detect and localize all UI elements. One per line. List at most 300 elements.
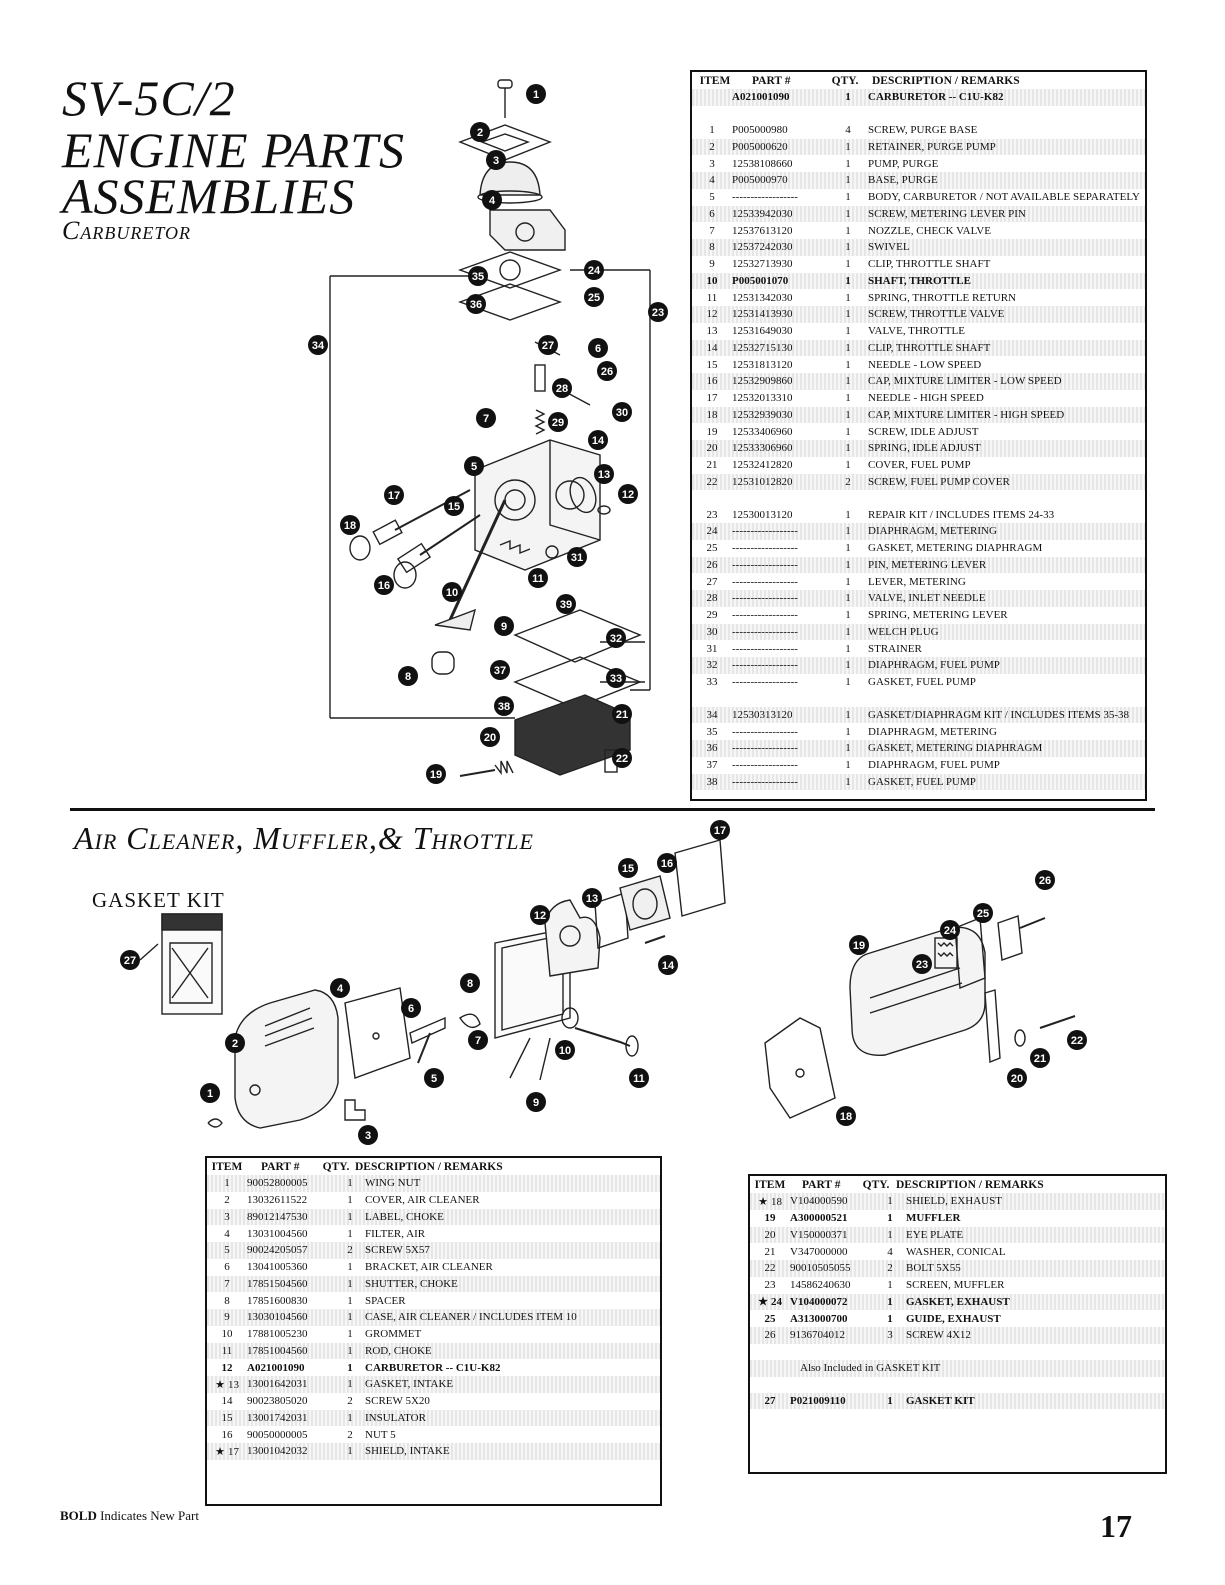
table-row [692,506,1145,523]
cell-part: ------------------ [732,725,798,738]
cell-part: ------------------ [732,592,798,605]
cell-star-item: 22 [764,1262,776,1275]
cell-star-item: 4 [224,1227,230,1240]
table-row [207,1393,660,1410]
cell-qty: 1 [347,1210,353,1223]
cell-qty: 1 [845,291,851,304]
cell-desc: NEEDLE - HIGH SPEED [868,392,984,405]
callout-carb-4: 4 [488,195,496,207]
callout-air-16: 16 [660,858,674,870]
cell-part: 17881005230 [247,1328,308,1341]
callout-air-14: 14 [661,960,675,972]
table-row [207,1292,660,1309]
cell-star-item: 14 [706,341,718,354]
cell-star-item: 26 [706,558,718,571]
callout-air-20: 20 [1010,1073,1024,1085]
cell-part: 12532412820 [732,459,793,472]
cell-desc: GUIDE, EXHAUST [906,1312,1001,1325]
cell-part: A021001090 [732,91,790,104]
table-row [692,155,1145,172]
cell-star-item: 19 [706,425,718,438]
cell-desc: PUMP, PURGE [868,157,939,170]
cell-part: 9136704012 [790,1329,845,1342]
cell-part: 12530013120 [732,508,793,521]
callout-air-13: 13 [585,893,599,905]
cell-star-item [750,1195,790,1208]
cell-star-item: 30 [706,625,718,638]
callout-air-23: 23 [915,959,929,971]
table-row [692,674,1145,691]
cell-star-item: 5 [709,191,715,204]
cell-part: 12531413930 [732,308,793,321]
cell-part: 13001642031 [247,1378,308,1391]
table-row [750,1210,1165,1227]
callout-carb-32: 32 [609,633,623,645]
cell-desc: NOZZLE, CHECK VALVE [868,224,991,237]
table-row [750,1310,1165,1327]
cell-qty: 1 [845,191,851,204]
cell-part: P005000980 [732,124,788,137]
cell-part: 90052800005 [247,1177,308,1190]
cell-desc: SCREW 4X12 [906,1329,971,1342]
cell-qty: 1 [347,1227,353,1240]
cell-qty: 1 [347,1445,353,1458]
callout-carb-36: 36 [469,299,483,311]
callout-carb-19: 19 [429,769,443,781]
cell-qty: 1 [347,1328,353,1341]
cell-qty: 1 [347,1177,353,1190]
callout-air-27: 27 [123,955,137,967]
cell-desc: GASKET, FUEL PUMP [868,775,976,788]
table-row [692,440,1145,457]
header-item: ITEM [754,1179,786,1191]
table-row [692,407,1145,424]
new-part-star-icon: ★ [758,1195,768,1208]
cell-desc: DIAPHRAGM, METERING [868,525,997,538]
cell-desc: CARBURETOR -- C1U-K82 [365,1361,501,1374]
cell-star-item: 2 [224,1194,230,1207]
callout-carb-21: 21 [615,709,629,721]
page-title-line3: ASSEMBLIES [62,168,356,224]
callout-carb-15: 15 [447,501,461,513]
cell-qty: 1 [347,1277,353,1290]
callout-air-15: 15 [621,863,635,875]
cell-desc: SPACER [365,1294,406,1307]
air-cleaner-muffler-diagram [100,818,1100,1158]
cell-part: ------------------ [732,609,798,622]
cell-qty: 1 [347,1311,353,1324]
cell-star-item: 15 [706,358,718,371]
cell-part: 14586240630 [790,1279,851,1292]
cell-part: 12532939030 [732,408,793,421]
callout-air-1: 1 [206,1088,214,1100]
table-row [692,640,1145,657]
carburetor-parts-table [690,70,1147,801]
cell-qty: 1 [845,676,851,689]
cell-desc: WELCH PLUG [868,625,939,638]
cell-desc: BOLT 5X55 [906,1262,961,1275]
callout-air-25: 25 [976,908,990,920]
callout-carb-17: 17 [387,490,401,502]
cell-desc: SPRING, IDLE ADJUST [868,442,981,455]
cell-desc: NEEDLE - LOW SPEED [868,358,982,371]
callout-carb-25: 25 [587,292,601,304]
callout-carb-20: 20 [483,732,497,744]
page-number: 17 [1100,1508,1132,1544]
callout-carb-3: 3 [492,155,500,167]
also-included-note [750,1360,1165,1377]
cell-star-item: 13 [706,325,718,338]
table-row [750,1327,1165,1344]
cell-part: 12532909860 [732,375,793,388]
cell-star-item: 28 [706,592,718,605]
callout-carb-27: 27 [541,340,555,352]
cell-part: 12537613120 [732,224,793,237]
callout-air-7: 7 [474,1035,482,1047]
cell-desc: VALVE, INLET NEEDLE [868,592,986,605]
air-cleaner-parts-table [205,1156,662,1506]
cell-qty: 1 [887,1212,893,1225]
cell-qty: 1 [845,725,851,738]
cell-star-item: 10 [706,274,718,287]
cell-item: 27 [764,1394,776,1407]
cell-desc: SCREW 5X20 [365,1395,430,1408]
cell-desc: GASKET, INTAKE [365,1378,454,1391]
footer-legend [60,1508,199,1524]
callout-carb-8: 8 [404,671,412,683]
cell-desc: CARBURETOR -- C1U-K82 [868,91,1004,104]
header-item: ITEM [699,75,731,87]
cell-qty: 1 [347,1261,353,1274]
cell-desc: STRAINER [868,642,922,655]
callout-air-22: 22 [1070,1035,1084,1047]
muffler-rows [750,1193,1165,1344]
cell-part: 90024205057 [247,1244,308,1257]
callout-air-21: 21 [1033,1053,1047,1065]
cell-part: 13001742031 [247,1411,308,1424]
cell-qty: 1 [845,542,851,555]
cell-item-number: 17 [227,1445,239,1458]
callout-carb-24: 24 [587,265,601,277]
table-row [692,323,1145,340]
cell-desc: CLIP, THROTTLE SHAFT [868,341,991,354]
cell-qty: 1 [845,759,851,772]
table-row [692,206,1145,223]
cell-desc: SHUTTER, CHOKE [365,1277,458,1290]
table-row [692,390,1145,407]
cell-star-item: 35 [706,725,718,738]
table-row [692,774,1145,791]
table-row [692,607,1145,624]
cell-star-item: 31 [706,642,718,655]
header-desc: DESCRIPTION / REMARKS [872,75,1020,87]
carburetor-exploded-diagram [300,70,685,800]
callout-carb-6: 6 [594,343,602,355]
cell-part: 13030104560 [247,1311,308,1324]
cell-star-item: 27 [706,575,718,588]
cell-star-item: 9 [224,1311,230,1324]
callout-carb-14: 14 [591,435,605,447]
callout-carb-11: 11 [532,573,544,585]
cell-desc: SHIELD, EXHAUST [906,1195,1002,1208]
cell-star-item: 8 [709,241,715,254]
cell-qty: 1 [845,642,851,655]
callout-carb-9: 9 [500,621,508,633]
cell-desc: SWIVEL [868,241,910,254]
cell-star-item: 5 [224,1244,230,1257]
cell-qty: 1 [845,140,851,153]
cell-qty: 1 [845,274,851,287]
cell-part: ------------------ [732,775,798,788]
cell-qty: 1 [845,609,851,622]
cell-qty: 1 [845,508,851,521]
cell-desc: GASKET, FUEL PUMP [868,676,976,689]
table-row [207,1259,660,1276]
table-row [692,573,1145,590]
cell-qty: 2 [845,475,851,488]
cell-desc: GASKET KIT [906,1394,975,1407]
callout-carb-13: 13 [597,469,611,481]
cell-part: ------------------ [732,558,798,571]
callout-air-4: 4 [336,983,344,995]
callout-air-8: 8 [466,978,474,990]
table-row [207,1276,660,1293]
table-row [207,1410,660,1427]
cell-star-item: 23 [764,1279,776,1292]
cell-qty: 4 [845,124,851,137]
cell-qty: 1 [347,1294,353,1307]
cell-desc: DIAPHRAGM, FUEL PUMP [868,759,1000,772]
callout-carb-12: 12 [621,489,635,501]
cell-qty: 1 [845,157,851,170]
cell-part: P005001070 [732,274,789,287]
cell-part: ------------------ [732,575,798,588]
table-row [750,1243,1165,1260]
cell-star-item: 12 [221,1361,233,1374]
callout-air-5: 5 [430,1073,438,1085]
callout-carb-39: 39 [559,599,573,611]
cell-star-item: 38 [706,775,718,788]
table-row [692,189,1145,206]
cell-desc: ROD, CHOKE [365,1344,432,1357]
cell-desc: BODY, CARBURETOR / NOT AVAILABLE SEPARATELY [868,191,1140,204]
cell-desc: SCREW, PURGE BASE [868,124,978,137]
cell-desc: SHIELD, INTAKE [365,1445,450,1458]
cell-desc: PIN, METERING LEVER [868,558,987,571]
cell-desc: SCREW, METERING LEVER PIN [868,207,1026,220]
cell-qty: 1 [347,1411,353,1424]
cell-qty: 1 [845,425,851,438]
cell-star-item: 6 [709,207,715,220]
footer-note: Indicates New Part [96,1508,200,1523]
table-row [207,1242,660,1259]
table-row [692,222,1145,239]
header-desc: DESCRIPTION / REMARKS [896,1179,1044,1191]
cell-qty: 1 [845,241,851,254]
cell-star-item: 16 [706,375,718,388]
table-row [207,1225,660,1242]
cell-desc: SHAFT, THROTTLE [868,274,971,287]
cell-star-item: 20 [764,1228,776,1241]
cell-star-item: 37 [706,759,718,772]
cell-desc: SCREW, FUEL PUMP COVER [868,475,1010,488]
cell-part: 12533406960 [732,425,793,438]
cell-part: 17851600830 [247,1294,308,1307]
callout-carb-29: 29 [551,417,565,429]
cell-star-item: 17 [706,392,718,405]
callout-air-6: 6 [407,1003,415,1015]
header-qty: QTY. [862,1179,890,1191]
cell-star-item: 11 [706,291,718,304]
cell-desc: CLIP, THROTTLE SHAFT [868,258,991,271]
cell-part: 13032611522 [247,1194,308,1207]
table-row [692,356,1145,373]
cell-star-item: 12 [706,308,718,321]
table-row [692,757,1145,774]
table-row [692,540,1145,557]
cell-desc: NUT 5 [365,1428,396,1441]
cell-qty: 3 [887,1329,893,1342]
table-row [207,1175,660,1192]
cell-part: 89012147530 [247,1210,308,1223]
table-row [207,1209,660,1226]
callout-air-12: 12 [533,910,547,922]
table-row [692,557,1145,574]
cell-desc: WASHER, CONICAL [906,1245,1006,1258]
cell-star-item: 20 [706,442,718,455]
callout-carb-33: 33 [609,673,623,685]
header-item: ITEM [211,1161,243,1173]
cell-star-item: 36 [706,742,718,755]
cell-star-item: 29 [706,609,718,622]
cell-desc: SCREW, THROTTLE VALVE [868,308,1005,321]
cell-desc: GASKET, EXHAUST [906,1295,1010,1308]
new-part-star-icon: ★ [215,1378,225,1391]
cell-qty: 1 [845,207,851,220]
cell-star-item: 14 [221,1395,233,1408]
cell-part: ------------------ [732,742,798,755]
cell-part: V150000371 [790,1228,848,1241]
cell-qty: 1 [845,375,851,388]
header-qty: QTY. [322,1161,350,1173]
table-row [692,474,1145,491]
cell-qty: 1 [845,525,851,538]
cell-qty: 1 [845,392,851,405]
page-title-line2: ENGINE PARTS [62,122,406,178]
cell-star-item: 2 [709,140,715,153]
cell-qty: 1 [887,1394,893,1407]
cell-qty: 1 [887,1279,893,1292]
cell-part: A021001090 [247,1361,305,1374]
cell-part: ------------------ [732,676,798,689]
cell-qty: 1 [845,592,851,605]
table-row [692,273,1145,290]
cell-star-item: 7 [709,224,715,237]
cell-desc: INSULATOR [365,1411,426,1424]
cell-desc: CASE, AIR CLEANER / INCLUDES ITEM 10 [365,1311,577,1324]
cell-desc: REPAIR KIT / INCLUDES ITEMS 24-33 [868,508,1055,521]
cell-star-item: 22 [706,475,718,488]
cell-part: ------------------ [732,191,798,204]
cell-part: 13031004560 [247,1227,308,1240]
table-row [692,590,1145,607]
cell-qty: 1 [347,1378,353,1391]
cell-qty: 1 [887,1295,893,1308]
cell-part: 12530313120 [732,708,793,721]
cell-part: V104000072 [790,1295,848,1308]
also-included-text: Also Included in GASKET KIT [800,1362,941,1375]
cell-part: P005000970 [732,174,788,187]
callout-carb-22: 22 [615,753,629,765]
table-row [750,1260,1165,1277]
cell-qty: 1 [845,258,851,271]
cell-desc: SPRING, THROTTLE RETURN [868,291,1016,304]
table-row [207,1359,660,1376]
cell-desc: GROMMET [365,1328,422,1341]
cell-desc: LABEL, CHOKE [365,1210,444,1223]
cell-desc: CAP, MIXTURE LIMITER - LOW SPEED [868,375,1062,388]
page-subtitle: Carburetor [62,216,191,245]
cell-desc: SCREEN, MUFFLER [906,1279,1005,1292]
callout-carb-23: 23 [651,307,665,319]
cell-star-item: 25 [706,542,718,555]
cell-star-item: 16 [221,1428,233,1441]
cell-star-item: 34 [706,708,718,721]
table-row [207,1343,660,1360]
cell-qty: 1 [887,1228,893,1241]
cell-star-item: 8 [224,1294,230,1307]
cell-qty: 1 [845,174,851,187]
cell-star-item: 33 [706,676,718,689]
cell-qty: 1 [845,325,851,338]
cell-desc: BASE, PURGE [868,174,938,187]
table-row [207,1426,660,1443]
cell-star-item: 24 [706,525,718,538]
cell-item-number: 18 [770,1195,782,1208]
cell-qty: 1 [845,341,851,354]
cell-desc: SCREW 5X57 [365,1244,430,1257]
cell-star-item: 6 [224,1261,230,1274]
table-row [692,457,1145,474]
cell-star-item: 21 [764,1245,776,1258]
cell-desc: RETAINER, PURGE PUMP [868,140,996,153]
cell-star-item: 15 [221,1411,233,1424]
table-row [692,657,1145,674]
cell-qty: 1 [347,1361,353,1374]
callout-carb-10: 10 [445,587,459,599]
callout-air-3: 3 [364,1130,372,1142]
header-part: PART # [802,1179,841,1191]
callout-carb-18: 18 [343,520,357,532]
cell-qty: 1 [347,1194,353,1207]
cell-qty: 1 [887,1195,893,1208]
kit-row [750,1393,1165,1410]
section-title-air-cleaner: Air Cleaner, Muffler,& Throttle [74,820,534,856]
cell-desc: COVER, AIR CLEANER [365,1194,480,1207]
cell-desc: WING NUT [365,1177,421,1190]
table-header [750,1176,1165,1193]
table-header [692,72,1145,89]
table-row [692,740,1145,757]
cell-star-item: 10 [221,1328,233,1341]
air-cleaner-rows [207,1175,660,1460]
cell-qty: 4 [887,1245,893,1258]
table-row [207,1192,660,1209]
table-row [207,1309,660,1326]
cell-qty: 1 [845,408,851,421]
table-row [692,139,1145,156]
section-divider [70,808,1155,811]
